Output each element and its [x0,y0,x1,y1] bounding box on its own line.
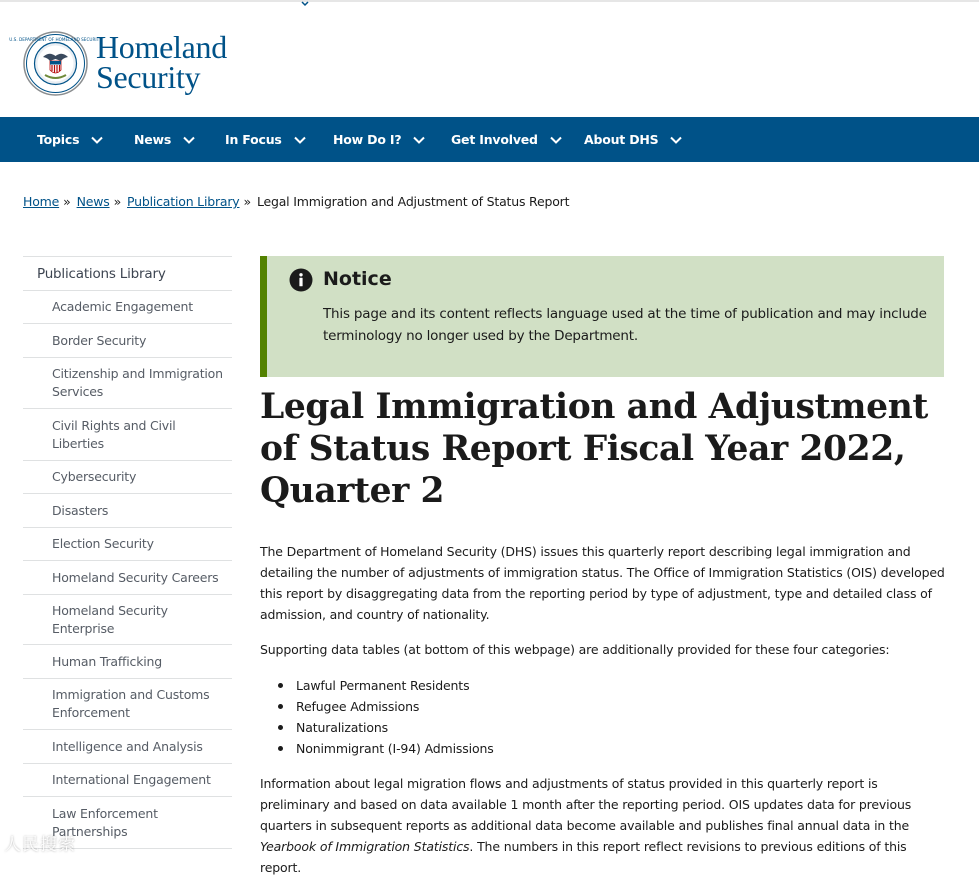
site-header [0,10,979,117]
chevron-down-icon[interactable] [298,0,312,10]
page-title: Legal Immigration and Adjustment of Status Report Fiscal Year 2022, Quarter 2 [260,387,928,511]
nav-about-dhs[interactable] [584,117,684,162]
sidebar-item-cybersecurity[interactable]: Cybersecurity [23,461,232,494]
svg-text:U.S. DEPARTMENT OF HOMELAND SE: U.S. DEPARTMENT OF HOMELAND SECURITY [9,37,102,42]
intro-paragraph: The Department of Homeland Security (DHS) issues this quarterly report describing legal immigration and detailing the number of adjustments of immigration status. The Office of Immigration Statistics (OIS) developed this report by disaggregating data from the reporting period by type of adjustment, type and detailed class of admission, and country of nationality. [260,544,945,622]
nav-how-do-i[interactable] [333,117,427,162]
sidebar-item-disasters[interactable]: Disasters [23,494,232,528]
notice-alert [260,256,944,377]
supporting-data-paragraph: Supporting data tables (at bottom of this webpage) are additionally provided for these four categories: [260,642,890,657]
breadcrumb-separator: » [243,194,251,209]
site-logo-text[interactable] [96,29,227,95]
sidebar-item-citizenship[interactable]: Citizenship and Immigration Services [23,358,232,409]
chevron-down-icon [668,132,684,148]
list-item: Nonimmigrant (I-94) Admissions [278,738,494,759]
sidebar-item-election-security[interactable]: Election Security [23,528,232,561]
para-text: . The numbers in this report reflect revisions to previous editions of this report. [260,839,907,875]
breadcrumb-current: Legal Immigration and Adjustment of Status Report [256,194,570,209]
logo-line-2: Security [96,59,201,95]
breadcrumb-news-link[interactable]: News [76,194,110,209]
sidebar-nav [23,256,232,849]
notice-body: This page and its content reflects language used at the time of publication and may include terminology no longer used by the Department. [323,306,927,344]
nav-news[interactable] [134,117,197,162]
yearbook-title: Yearbook of Immigration Statistics [260,839,470,854]
chevron-down-icon [89,132,105,148]
sidebar-item-border-security[interactable]: Border Security [23,324,232,358]
nav-label: In Focus [225,132,282,147]
sidebar-item-intelligence[interactable]: Intelligence and Analysis [23,730,232,764]
chevron-down-icon [292,132,308,148]
breadcrumb-separator: » [113,194,122,209]
sidebar-item-law-enforcement[interactable]: Law Enforcement Partnerships [23,797,232,849]
list-item: Naturalizations [278,717,494,738]
logo-line-1: Homeland [96,29,227,65]
sidebar-heading-link[interactable]: Publications Library [23,256,232,291]
breadcrumb [23,194,569,209]
nav-in-focus[interactable] [225,117,308,162]
sidebar-item-ice[interactable]: Immigration and Customs Enforcement [23,679,232,730]
nav-get-involved[interactable] [451,117,564,162]
chevron-down-icon [411,132,427,148]
dhs-seal-logo[interactable] [9,31,102,96]
sidebar-item-academic-engagement[interactable]: Academic Engagement [23,291,232,324]
nav-label: News [134,132,172,147]
nav-label: Topics [37,132,80,147]
sidebar-item-enterprise[interactable]: Homeland Security Enterprise [23,595,232,645]
list-item: Lawful Permanent Residents [278,675,494,696]
breadcrumb-library-link[interactable]: Publication Library [127,194,240,209]
para-text: Information about legal migration flows and adjustments of status provided in this quarterly report is preliminary and based on data available 1 month after the reporting period. OIS updates data for previous quarters in subsequent reports as additional data become available and publishes final annual data in the [260,776,912,833]
nav-label: Get Involved [451,132,538,147]
nav-topics[interactable] [37,117,105,162]
info-icon [289,268,313,292]
preliminary-data-paragraph [260,773,950,878]
sidebar-item-human-trafficking[interactable]: Human Trafficking [23,645,232,679]
nav-label: About DHS [584,132,659,147]
chevron-down-icon [181,132,197,148]
chevron-down-icon [548,132,564,148]
sidebar-item-civil-rights[interactable]: Civil Rights and Civil Liberties [23,409,232,461]
watermark: 人民搜索 [4,835,76,855]
breadcrumb-home-link[interactable]: Home [23,194,60,209]
main-navigation [0,117,979,162]
breadcrumb-separator: » [63,194,71,209]
sidebar-item-international[interactable]: International Engagement [23,764,232,797]
nav-label: How Do I? [333,132,402,147]
sidebar-item-careers[interactable]: Homeland Security Careers [23,561,232,595]
list-item: Refugee Admissions [278,696,494,717]
top-border [0,0,979,2]
notice-title: Notice [323,268,392,290]
category-list [278,675,494,759]
